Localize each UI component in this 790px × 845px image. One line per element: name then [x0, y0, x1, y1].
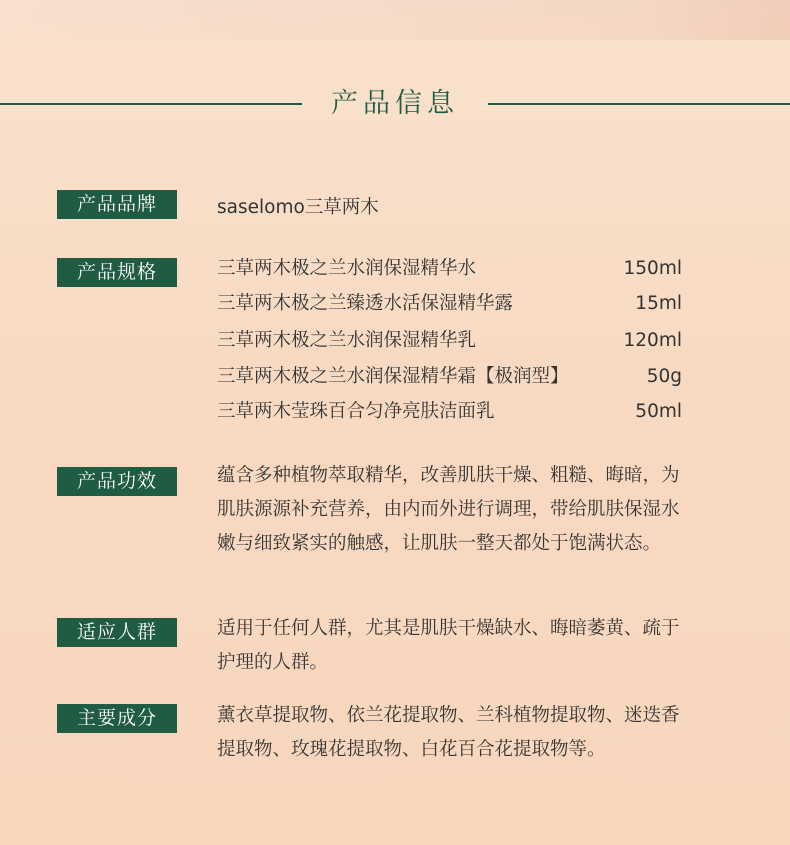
spec-row	[217, 326, 682, 356]
efficacy-text	[217, 459, 727, 561]
spec-size: 50g	[646, 366, 682, 387]
spec-row	[217, 254, 682, 284]
ingredients-line: 薰衣草提取物、依兰花提取物、兰科植物提取物、迷迭香	[217, 705, 680, 726]
audience-line: 护理的人群。	[217, 652, 329, 673]
spec-row	[217, 362, 682, 392]
spec-size: 15ml	[635, 293, 682, 314]
audience-line: 适用于任何人群，尤其是肌肤干燥缺水、晦暗萎黄、疏于	[217, 618, 680, 639]
spec-size: 50ml	[635, 401, 682, 422]
brand-label: 产品品牌	[57, 190, 177, 219]
spec-row	[217, 397, 682, 427]
efficacy-line: 肌肤源源补充营养，由内而外进行调理，带给肌肤保湿水	[217, 499, 680, 520]
spec-name: 三草两木极之兰臻透水活保湿精华露	[217, 293, 514, 314]
title-divider-right	[488, 103, 790, 105]
audience-text	[217, 612, 727, 680]
spec-name: 三草两木极之兰水润保湿精华乳	[217, 330, 477, 351]
brand-value: saselomo三草两木	[217, 197, 379, 218]
efficacy-label: 产品功效	[57, 467, 177, 496]
section-title: 产品信息	[331, 88, 459, 119]
efficacy-line: 嫩与细致紧实的触感，让肌肤一整天都处于饱满状态。	[217, 533, 662, 554]
ingredients-text	[217, 699, 727, 767]
efficacy-line: 蕴含多种植物萃取精华，改善肌肤干燥、粗糙、晦暗，为	[217, 465, 680, 486]
ingredients-label: 主要成分	[57, 704, 177, 733]
spec-size: 150ml	[623, 258, 682, 279]
spec-name: 三草两木莹珠百合匀净亮肤洁面乳	[217, 401, 495, 422]
spec-name: 三草两木极之兰水润保湿精华水	[217, 258, 477, 279]
spec-size: 120ml	[623, 330, 682, 351]
audience-label: 适应人群	[57, 618, 177, 647]
title-divider-left	[0, 103, 302, 105]
spec-row	[217, 289, 682, 319]
specs-label: 产品规格	[57, 258, 177, 287]
ingredients-line: 提取物、玫瑰花提取物、白花百合花提取物等。	[217, 739, 606, 760]
top-decoration	[0, 0, 790, 40]
spec-name: 三草两木极之兰水润保湿精华霜【极润型】	[217, 366, 569, 387]
section-header	[0, 82, 790, 126]
